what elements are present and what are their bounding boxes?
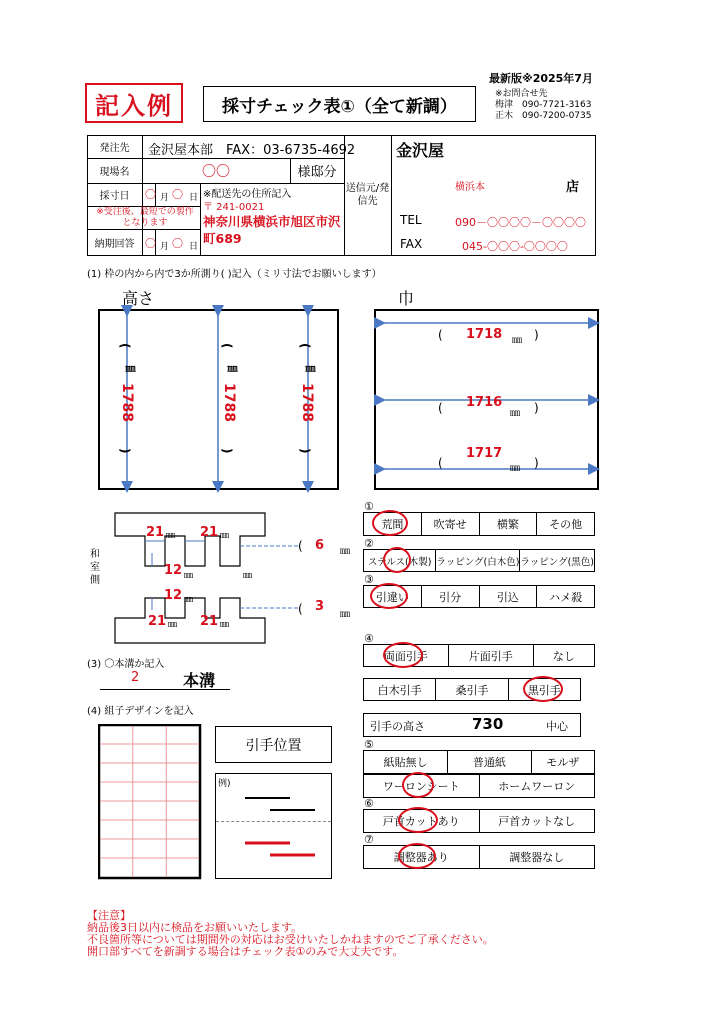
top-groove-2: 21 [200,525,219,540]
option-other[interactable]: その他 [549,518,583,531]
handle-height-value: 730 [472,715,504,733]
option-no-paper[interactable]: 紙貼無し [364,751,448,773]
option-row-6 [363,809,595,833]
option-hikikomi[interactable]: 引込 [480,586,538,607]
company-name: 金沢屋 [396,141,445,160]
option-warlon-sheet[interactable]: ワーロンシート [364,775,480,797]
height-value-3: 1788 [299,383,315,422]
room-side-label: 和室側 [90,549,100,586]
remark-text: ※受注後、最短での製作となります [96,207,194,228]
option-single-handle[interactable]: 片面引手 [449,645,534,666]
bottom-gap: 3 [315,599,325,614]
option-both-handle[interactable]: 両面引手 [364,645,449,666]
option-tokubi-cut[interactable]: 戸首カットあり [364,810,480,832]
version-text: 最新版※2025年7月 [489,72,593,85]
fax-label: FAX [400,237,423,251]
option-no-handle[interactable]: なし [552,649,575,663]
groove-count: 2 [131,670,140,685]
option-row-5a [363,750,595,774]
month-label: 月 [160,193,170,203]
section4-instruction: (4) 組子デザインを記入 [87,706,194,717]
measure-date-label: 採寸日 [99,191,130,202]
option-fukiyose[interactable]: 吹寄せ [422,513,480,535]
option-row-1 [363,512,595,536]
delivery-note: ※配送先の住所記入 [203,189,292,200]
tel-label: TEL [400,213,422,227]
month-label-2: 月 [160,242,170,252]
page-title: 採寸チェック表①（全て新調） [222,96,457,117]
site-value: 〇〇 [202,163,230,180]
contact-2: 正木 090-7200-0735 [495,111,592,121]
option-hamegoroshi[interactable]: ハメ殺 [549,590,583,604]
site-suffix: 様邸分 [297,165,337,180]
delivery-label: 納期回答 [94,239,135,250]
section3-instruction: (3) 〇本溝か記入 [87,659,165,670]
bottom-groove-1: 21 [148,614,167,629]
contact-1: 梅津 090-7721-3163 [495,100,592,110]
option-row-4a [363,644,595,667]
option-adjuster[interactable]: 調整器あり [364,846,480,868]
site-label: 現場名 [99,167,130,178]
option-stealth[interactable]: ステルス(木製) [364,550,436,571]
inquiry-label: ※お問合せ先 [495,89,548,99]
store-name: 横浜本 [455,182,485,193]
note-line-2: 不良箇所等については期間外の対応はお受けいたしかねますのでご了承ください。 [87,933,494,946]
option-no-adjuster[interactable]: 調整器なし [509,851,565,864]
example-label: 例) [218,779,231,789]
width-value-1: 1718 [466,327,503,342]
option-hikichigai[interactable]: 引違い [364,586,422,607]
option-arama[interactable]: 荒間 [364,513,422,535]
delivery-address: 神奈川県横浜市旭区市沢町689 [203,214,341,246]
fax-value: 045-〇〇〇-〇〇〇〇 [462,240,568,253]
sample-label: 記入例 [95,91,173,120]
width-value-2: 1716 [466,395,503,410]
bottom-groove-2: 21 [200,614,219,629]
option-yokoshige[interactable]: 横繁 [480,513,538,535]
bottom-depth: 12 [164,588,183,603]
day-label: 日 [189,193,199,203]
option-row-2 [363,549,595,572]
option-row-5b [363,774,595,798]
tel-value: 090－〇〇〇〇－〇〇〇〇 [455,216,586,229]
top-depth: 12 [164,563,183,578]
option-no-tokubi-cut[interactable]: 戸首カットなし [498,815,576,828]
handle-position-box: 引手位置 [215,726,332,763]
option-kuwa-handle[interactable]: 桑引手 [436,679,508,700]
top-groove-1: 21 [146,525,165,540]
top-gap: 6 [315,538,325,553]
height-value-1: 1788 [119,383,135,422]
height-label: 高さ [122,289,155,308]
store-suffix: 店 [566,180,580,195]
notes-title: 【注意】 [87,909,131,922]
note-line-3: 開口部すべてを新調する場合はチェック表①のみで大丈夫です。 [87,945,404,958]
option-wrap-black[interactable]: ラッピング(黒色) [520,556,594,568]
handle-height-suffix: 中心 [546,720,568,733]
option-row-7 [363,845,595,869]
postal-code: 〒 241-0021 [203,202,265,213]
height-value-2: 1788 [221,383,237,422]
kumiko-grid [98,724,202,880]
option-hikiwake[interactable]: 引分 [422,586,480,607]
sender-label: 送信元/発信先 [345,183,390,207]
option-wrap-white[interactable]: ラッピング(白木色) [436,550,520,571]
option-shiraki-handle[interactable]: 白木引手 [364,679,436,700]
option-home-warlon[interactable]: ホームワーロン [498,780,576,793]
option-row-3 [363,585,595,608]
option-normal-paper[interactable]: 普通紙 [448,751,532,773]
handle-height-label: 引手の高さ [370,720,425,733]
option-black-handle[interactable]: 黒引手 [527,683,561,697]
width-label: 巾 [398,289,415,308]
page-title-box [203,86,476,122]
option-row-4b [363,678,581,701]
sample-stamp [85,83,183,123]
orderer-value: 金沢屋本部 FAX：03-6735-4692 [148,143,356,158]
note-line-1: 納品後3日以内に検品をお願いいたします。 [87,921,303,934]
option-moruza[interactable]: モルザ [546,756,580,769]
example-handles [240,785,325,865]
day-label-2: 日 [189,242,199,252]
width-value-3: 1717 [466,446,503,461]
orderer-label: 発注先 [99,143,130,154]
section1-instruction: (1) 枠の内から内で3か所測り( )記入（ミリ寸法でお願いします） [87,269,382,280]
groove-suffix: 本溝 [183,671,216,690]
